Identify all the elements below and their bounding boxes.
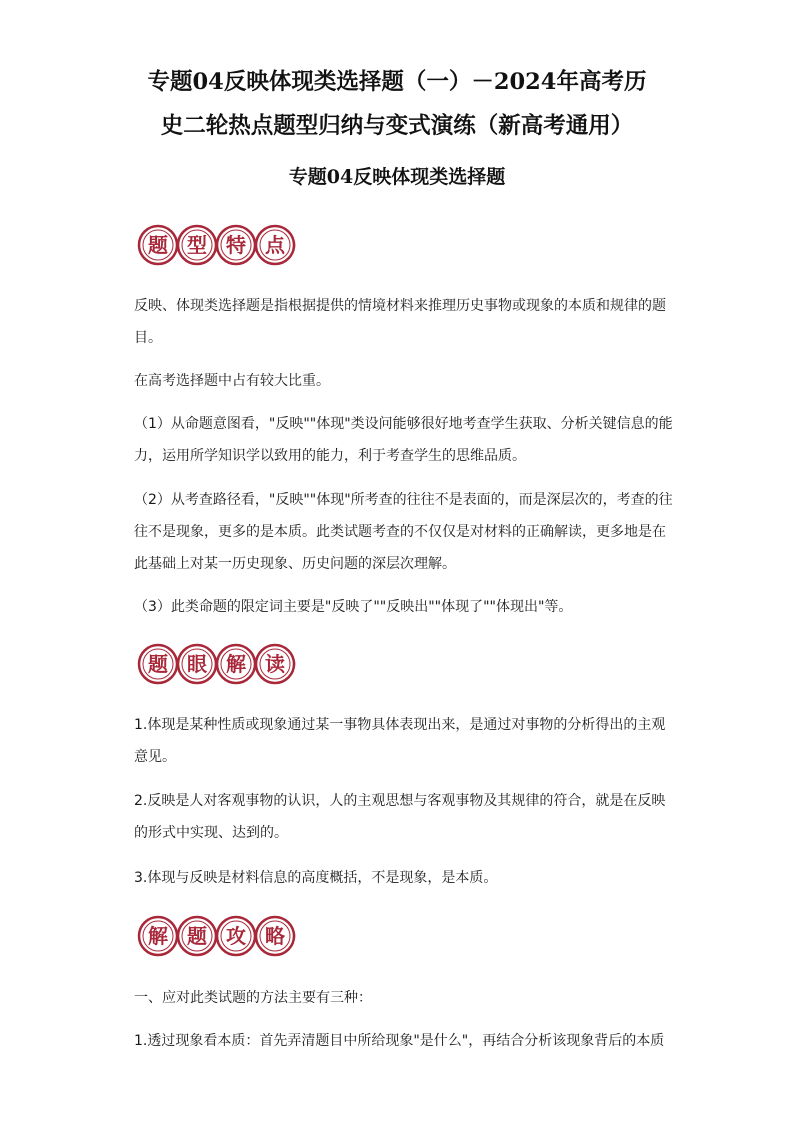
badge-circle-2 (178, 226, 216, 264)
paragraph-point-2 (134, 484, 673, 580)
text-line: 目。 (134, 330, 162, 346)
text-line: （1）从命题意图看，"反映""体现"类设问能够很好地考查学生获取、分析关键信息的能 (134, 416, 673, 432)
badge-char: 读 (265, 652, 285, 676)
badge-char: 解 (226, 652, 246, 676)
paragraph-point-3: （3）此类命题的限定词主要是"反映了""反映出""体现了""体现出"等。 (134, 599, 573, 615)
text-line: 力，运用所学知识学以致用的能力，利于考查学生的思维品质。 (134, 448, 526, 464)
paragraph-point-1 (134, 408, 673, 472)
text-line: 2.反映是人对客观事物的认识，人的主观思想与客观事物及其规律的符合，就是在反映 (134, 793, 666, 809)
text-line: 往不是现象，更多的是本质。此类试题考查的不仅仅是对材料的正确解读，更多地是在 (134, 524, 666, 540)
text-line: 1.体现是某种性质或现象通过某一事物具体表现出来，是通过对事物的分析得出的主观 (134, 717, 666, 733)
text-line: 意见。 (134, 749, 176, 765)
badge-char: 攻 (226, 924, 246, 948)
paragraph-reading-1 (134, 709, 666, 773)
badge-circle-4 (256, 645, 294, 683)
paragraph-method-heading: 一、应对此类试题的方法主要有三种： (134, 990, 372, 1006)
badge-graphic (134, 637, 300, 691)
section-badge-key-words (134, 637, 300, 691)
text-line: （2）从考查路径看，"反映""体现"所考查的往往不是表面的，而是深层次的，考查的往 (134, 492, 673, 508)
badge-circle-1 (139, 226, 177, 264)
badge-graphic (134, 218, 300, 272)
badge-circle-2 (178, 645, 216, 683)
badge-char: 题 (148, 233, 168, 257)
badge-char: 特 (226, 233, 246, 257)
text-line: 的形式中实现、达到的。 (134, 825, 288, 841)
badge-circle-1 (139, 917, 177, 955)
badge-circle-4 (256, 226, 294, 264)
badge-graphic (134, 909, 300, 963)
badge-char: 解 (148, 924, 168, 948)
paragraph-definition (134, 290, 666, 354)
badge-char: 略 (265, 924, 285, 948)
badge-circle-3 (217, 917, 255, 955)
section-badge-solving-strategy (134, 909, 300, 963)
paragraph-proportion: 在高考选择题中占有较大比重。 (134, 373, 330, 389)
document-title (120, 60, 674, 148)
text-line: 反映、体现类选择题是指根据提供的情境材料来推理历史事物或现象的本质和规律的题 (134, 298, 666, 314)
badge-char: 眼 (187, 652, 207, 676)
badge-circle-2 (178, 917, 216, 955)
text-line: 此基础上对某一历史现象、历史问题的深层次理解。 (134, 556, 456, 572)
title-line-2: 史二轮热点题型归纳与变式演练（新高考通用） (160, 113, 634, 139)
badge-char: 题 (148, 652, 168, 676)
paragraph-reading-3: 3.体现与反映是材料信息的高度概括，不是现象，是本质。 (134, 870, 498, 886)
paragraph-reading-2 (134, 785, 666, 849)
badge-char: 型 (187, 233, 207, 257)
section-badge-question-features (134, 218, 300, 272)
badge-char: 题 (187, 924, 207, 948)
document-subtitle: 专题04反映体现类选择题 (288, 166, 506, 188)
badge-circle-4 (256, 917, 294, 955)
badge-circle-3 (217, 645, 255, 683)
badge-circle-3 (217, 226, 255, 264)
title-line-1: 专题04反映体现类选择题（一）－2024年高考历 (147, 69, 647, 95)
badge-circle-1 (139, 645, 177, 683)
badge-char: 点 (265, 233, 285, 257)
paragraph-method-1: 1.透过现象看本质：首先弄清题目中所给现象"是什么"，再结合分析该现象背后的本质 (134, 1033, 665, 1049)
